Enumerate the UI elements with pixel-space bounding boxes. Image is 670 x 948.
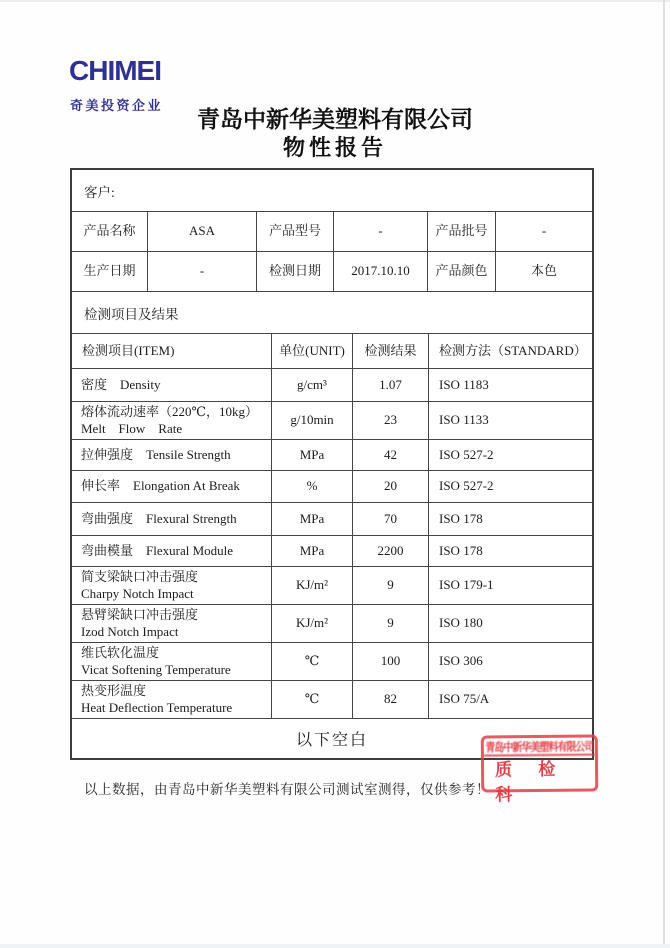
result-row-tensile-strength	[72, 439, 592, 470]
item-label-en: Izod Notch Impact	[81, 623, 179, 639]
unit-value: KJ/m²	[271, 605, 352, 642]
product-batch-value: -	[495, 212, 592, 251]
result-value: 1.07	[352, 369, 428, 401]
stamp-company-line: 青岛中新华美塑料有限公司	[484, 736, 595, 757]
section-header-row	[72, 291, 592, 333]
unit-value: KJ/m²	[271, 567, 352, 604]
product-info-row	[72, 211, 592, 251]
col-header-unit: 单位(UNIT)	[271, 334, 352, 368]
product-model-label: 产品型号	[256, 212, 333, 251]
scan-edge-top	[0, 0, 670, 2]
chimei-logo-subtitle: 奇美投资企业	[70, 98, 164, 113]
result-row-melt-flow-rate	[72, 401, 592, 439]
unit-value: g/10min	[271, 402, 352, 439]
unit-value: MPa	[271, 503, 352, 535]
result-row-heat-deflection	[72, 680, 592, 718]
test-date-label: 检测日期	[256, 252, 333, 291]
blank-below-label: 以下空白	[295, 732, 368, 749]
result-row-flexural-module	[72, 535, 592, 566]
item-label: 简支梁缺口冲击强度	[81, 568, 199, 584]
production-date-value: -	[147, 252, 256, 291]
product-batch-label: 产品批号	[427, 212, 495, 251]
date-info-row	[72, 251, 592, 291]
item-label: 热变形温度	[81, 682, 147, 698]
result-value: 2200	[352, 536, 428, 566]
item-label: 维氏软化温度	[81, 644, 160, 660]
result-value: 82	[352, 681, 428, 718]
result-value: 100	[352, 643, 428, 680]
product-name-label: 产品名称	[83, 223, 136, 239]
item-label-en: Vicat Softening Temperature	[81, 661, 231, 677]
product-model-value: -	[333, 212, 427, 251]
item-label-en: Heat Deflection Temperature	[81, 699, 233, 715]
product-color-value: 本色	[495, 252, 592, 291]
result-value: 9	[352, 567, 428, 604]
standard-value: ISO 179-1	[428, 567, 592, 604]
footer-disclaimer-note: 以上数据，由青岛中新华美塑料有限公司测试室测得，仅供参考！	[84, 782, 490, 797]
result-row-vicat-temperature	[72, 642, 592, 680]
standard-value: ISO 306	[428, 643, 592, 680]
unit-value: MPa	[271, 536, 352, 566]
item-label: 弯曲模量 Flexural Module	[81, 542, 234, 558]
unit-value: ℃	[271, 681, 352, 718]
standard-value: ISO 75/A	[428, 681, 592, 718]
standard-value: ISO 527-2	[428, 471, 592, 502]
result-row-charpy-impact	[72, 566, 592, 604]
product-name-value: ASA	[147, 212, 256, 251]
customer-row	[72, 170, 592, 211]
standard-value: ISO 527-2	[428, 440, 592, 470]
standard-value: ISO 1183	[428, 369, 592, 401]
stamp-department-line: 质 检 科	[494, 759, 567, 805]
production-date-label: 生产日期	[83, 263, 136, 279]
standard-value: ISO 178	[428, 536, 592, 566]
report-title: 物性报告	[282, 135, 387, 160]
unit-value: ℃	[271, 643, 352, 680]
item-label: 拉伸强度 Tensile Strength	[81, 446, 231, 462]
result-value: 20	[352, 471, 428, 502]
column-header-row	[72, 333, 592, 368]
item-label-en: Melt Flow Rate	[81, 420, 183, 436]
item-label: 悬臂梁缺口冲击强度	[81, 606, 199, 622]
col-header-result: 检测结果	[352, 334, 428, 368]
property-report-table	[70, 168, 594, 760]
product-color-label: 产品颜色	[427, 252, 495, 291]
result-row-density	[72, 368, 592, 401]
col-header-standard: 检测方法（STANDARD）	[428, 334, 592, 368]
result-value: 23	[352, 402, 428, 439]
company-title: 青岛中新华美塑料有限公司	[197, 107, 473, 132]
customer-label: 客户:	[84, 184, 115, 200]
item-label: 密度 Density	[81, 376, 161, 392]
item-label: 弯曲强度 Flexural Strength	[81, 510, 237, 526]
result-value: 70	[352, 503, 428, 535]
quality-inspection-stamp	[481, 734, 598, 805]
result-value: 42	[352, 440, 428, 470]
result-row-izod-impact	[72, 604, 592, 642]
section-title: 检测项目及结果	[84, 306, 179, 322]
unit-value: MPa	[271, 440, 352, 470]
result-row-flexural-strength	[72, 502, 592, 535]
standard-value: ISO 180	[428, 605, 592, 642]
unit-value: %	[271, 471, 352, 502]
item-label: 伸长率 Elongation At Break	[81, 478, 240, 494]
test-date-value: 2017.10.10	[333, 252, 427, 291]
result-row-elongation	[72, 470, 592, 502]
result-value: 9	[352, 605, 428, 642]
standard-value: ISO 178	[428, 503, 592, 535]
item-label-en: Charpy Notch Impact	[81, 585, 194, 601]
item-label: 熔体流动速率（220℃，10kg）	[81, 403, 259, 419]
scan-edge-bottom	[0, 944, 670, 948]
standard-value: ISO 1133	[428, 402, 592, 439]
chimei-logo: CHIMEI	[69, 55, 161, 86]
unit-value: g/cm³	[271, 369, 352, 401]
col-header-item: 检测项目(ITEM)	[82, 342, 175, 358]
